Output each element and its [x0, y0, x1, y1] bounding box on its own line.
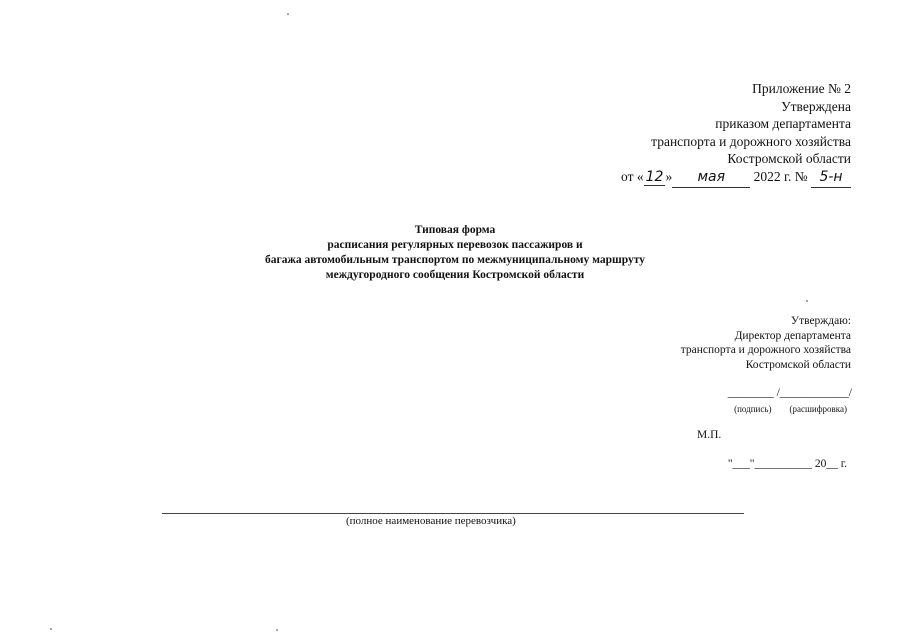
document-title [170, 223, 740, 283]
approval-block [681, 314, 851, 372]
appendix-block [621, 80, 851, 188]
approval-region: Костромской области [745, 358, 851, 371]
title-line-4: междугородного сообщения Костромской области [325, 269, 585, 281]
date-month: мая [672, 169, 750, 188]
scan-speck [287, 13, 289, 15]
carrier-name-line [162, 513, 744, 514]
scan-speck [806, 300, 808, 302]
scan-speck [50, 628, 52, 630]
approval-director: Директор департамента [734, 329, 851, 342]
signature-caption: (подпись) (расшифровка) [734, 404, 847, 414]
signature-line: ________ /____________/ [727, 387, 852, 399]
appendix-department: транспорта и дорожного хозяйства [651, 133, 851, 149]
order-number: 5-н [811, 169, 851, 188]
approval-heading: Утверждаю: [790, 315, 851, 327]
approval-department: транспорта и дорожного хозяйства [680, 344, 851, 357]
scan-speck [276, 629, 278, 631]
appendix-order: приказом департамента [715, 116, 851, 132]
date-mid: » [665, 168, 673, 184]
appendix-number: Приложение № 2 [752, 81, 851, 96]
appendix-date-line [621, 168, 851, 188]
appendix-approved: Утверждена [781, 98, 851, 114]
date-day: 12 [645, 168, 664, 185]
date-year: 2022 г. № [753, 168, 808, 184]
title-line-3: багажа автомобильным транспортом по межмуниципальному маршруту [265, 254, 645, 266]
appendix-region: Костромской области [727, 151, 851, 167]
title-line-1: Типовая форма [414, 224, 496, 236]
approval-date-line: "___"__________ 20__ г. [727, 458, 847, 470]
title-line-2: расписания регулярных перевозок пассажиров и [327, 239, 583, 251]
date-prefix: от « [621, 168, 644, 184]
stamp-label: М.П. [697, 429, 722, 441]
carrier-caption: (полное наименование перевозчика) [346, 515, 516, 527]
